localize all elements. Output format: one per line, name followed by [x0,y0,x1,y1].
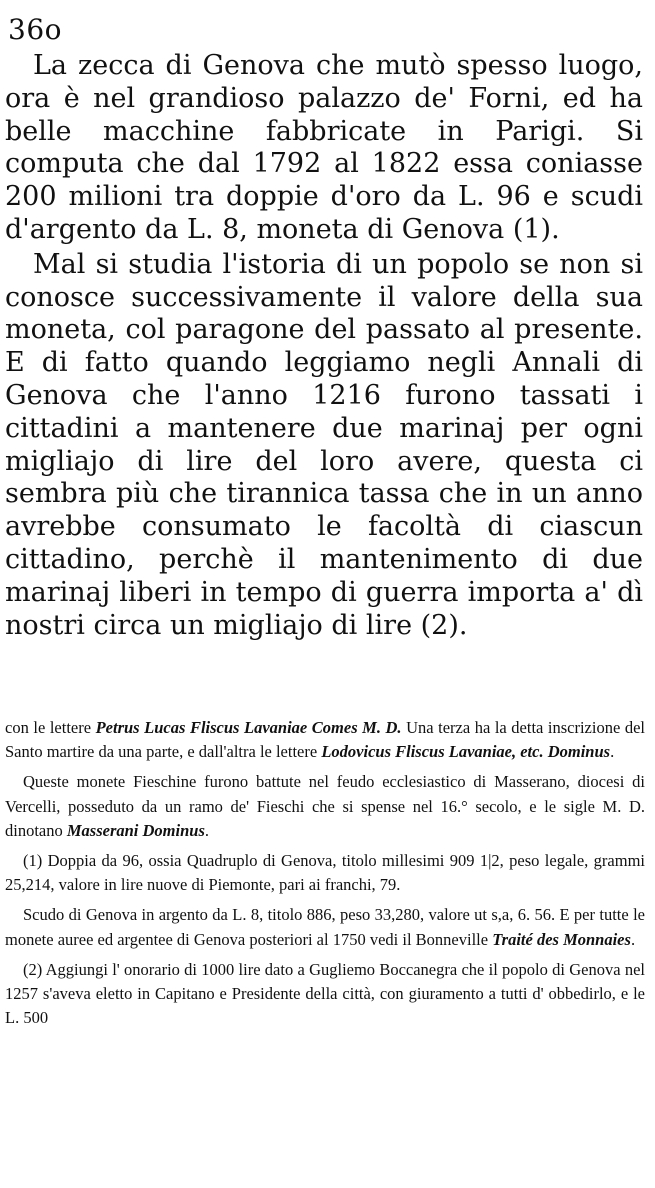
note-text: Una terza ha la detta inscrizione del Santo martire da una parte, e dall'altra le lettere [5,718,645,762]
note-text: con le lettere [5,718,96,737]
note-text: Queste monete Fieschine furono battute nel feudo ecclesiastico di Masserano, diocesi di Vercelli, posseduto da un ramo de' Fieschi che si spense nel 16.° secolo, e le sigle M. D. dinotano [5,772,645,840]
footnote-fieschine [5,770,645,843]
masserani-dominus: Masserani Dominus [66,820,205,840]
inscription-petrus-lucas: Petrus Lucas Fliscus Lavaniae Comes M. D. [95,718,402,737]
note-text: Scudo di Genova in argento da L. 8, titolo 886, peso 33,280, valore ut s,a, 6. 56. E per tutte le monete auree ed argentee di Genova posteriori al 1750 vedi il Bonneville [5,905,645,949]
main-text [5,50,643,642]
paragraph-zecca: La zecca di Genova che mutò spesso luogo, ora è nel grandioso palazzo de' Forni, ed ha belle macchine fabbricate in Parigi. Si computa che dal 1792 al 1822 essa coniasse 200 milioni tra doppie d'oro da L. 96 e scudi d'argento da L. 8, moneta di Genova (1). [5,50,643,245]
note-text: . [630,929,636,949]
inscription-lodovicus: Lodovicus Fliscus Lavaniae, etc. Dominus [321,742,611,762]
footnote-1-continuation [5,903,645,951]
traite-des-monnaies: Traité des Monnaies [492,929,631,949]
note-text: . [610,742,615,762]
page-number: 36o [8,13,62,46]
footnote-continuation [5,716,645,764]
footnote-1: (1) Doppia da 96, ossia Quadruplo di Genova, titolo millesimi 909 1|2, peso legale, grammi 25,214, valore in lire nuove di Piemonte, pari ai franchi, 79. [5,851,645,895]
note-text: . [204,820,210,840]
footnote-2: (2) Aggiungi l' onorario di 1000 lire dato a Gugliemo Boccanegra che il popolo di Genova nel 1257 s'aveva eletto in Capitano e Presidente della città, con giuramento a tutti d' obbedirlo, e le L. 500 [5,959,645,1028]
paragraph-istoria: Mal si studia l'istoria di un popolo se non si conosce successivamente il valore della sua moneta, col paragone del passato al presente. E di fatto quando leggiamo negli Annali di Genova che l'anno 1216 furono tassati i cittadini a mantenere due marinaj per ogni migliajo di lire del loro avere, questa ci sembra più che tirannica tassa che in un anno avrebbe consumato le facoltà di ciascun cittadino, perchè il mantenimento di due marinaj liberi in tempo di guerra importa a' dì nostri circa un migliajo di lire (2). [5,248,643,641]
footnotes [5,716,645,1036]
